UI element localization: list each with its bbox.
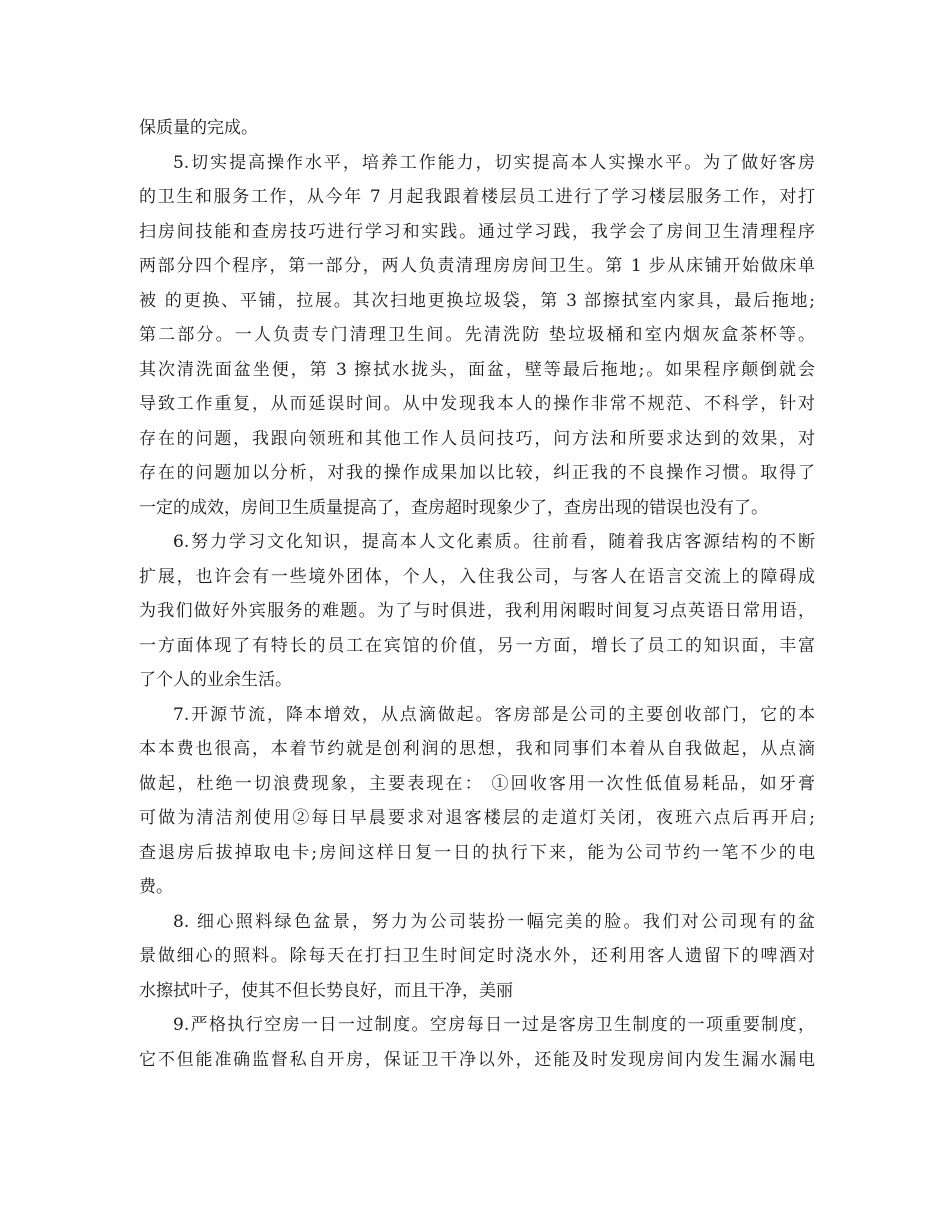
text-line: 其次清洗面盆坐便，第 3 擦拭水拢头，面盆，壁等最后拖地;。如果程序颠倒就会 [139, 359, 815, 380]
text-line: 一定的成效，房间卫生质量提高了，查房超时现象少了，查房出现的错误也没有了。 [139, 497, 768, 518]
text-line: 存在的问题，我跟向领班和其他工作人员问技巧，问方法和所要求达到的效果，对 [139, 428, 815, 449]
text-line: 了个人的业余生活。 [139, 670, 292, 690]
text-line: 一方面体现了有特长的员工在宾馆的价值，另一方面，增长了员工的知识面，丰富 [139, 635, 815, 656]
text-line: 8. 细心照料绿色盆景，努力为公司装扮一幅完美的脸。我们对公司现有的盆 [173, 911, 815, 932]
text-line: 导致工作重复，从而延误时间。从中发现我本人的操作非常不规范、不科学，针对 [139, 394, 815, 414]
text-line: 扫房间技能和查房技巧进行学习和实践。通过学习践，我学会了房间卫生清理程序 [139, 221, 815, 242]
text-line: 它不但能准确监督私自开房，保证卫干净以外，还能及时发现房间内发生漏水漏电 [139, 1049, 815, 1070]
text-line: 本本费也很高，本着节约就是创利润的思想，我和同事们本着从自我做起，从点滴 [139, 739, 815, 759]
text-line: 保质量的完成。 [139, 118, 258, 138]
text-line: 9.严格执行空房一日一过制度。空房每日一过是客房卫生制度的一项重要制度， [173, 1015, 815, 1035]
text-line: 7.开源节流，降本增效，从点滴做起。客房部是公司的主要创收部门，它的本 [173, 704, 815, 725]
text-line: 费。 [139, 877, 173, 897]
text-line: 第二部分。一人负责专门清理卫生间。先清洗防 垫垃圾桶和室内烟灰盒茶杯等。 [139, 325, 815, 345]
body-text [139, 111, 815, 1077]
text-line: 存在的问题加以分析，对我的操作成果加以比较，纠正我的不良操作习惯。取得了 [139, 463, 815, 483]
text-line: 为我们做好外宾服务的难题。为了与时俱进，我利用闲暇时间复习点英语日常用语， [139, 601, 815, 621]
text-line: 做起，杜绝一切浪费现象，主要表现在： ①回收客用一次性低值易耗品，如牙膏 [139, 773, 815, 794]
text-line: 水擦拭叶子，使其不但长势良好，而且干净，美丽 [139, 980, 513, 1001]
text-line: 可做为清洁剂使用②每日早晨要求对退客楼层的走道灯关闭，夜班六点后再开启; [139, 808, 815, 828]
text-line: 的卫生和服务工作，从今年 7 月起我跟着楼层员工进行了学习楼层服务工作，对打 [139, 187, 815, 207]
text-line: 5.切实提高操作水平，培养工作能力，切实提高本人实操水平。为了做好客房 [173, 152, 815, 173]
text-line: 景做细心的照料。除每天在打扫卫生时间定时浇水外，还利用客人遗留下的啤酒对 [139, 946, 815, 966]
text-line: 两部分四个程序，第一部分，两人负责清理房房间卫生。第 1 步从床铺开始做床单 [139, 256, 815, 276]
text-line: 6.努力学习文化知识，提高本人文化素质。往前看，随着我店客源结构的不断 [173, 532, 815, 552]
text-line: 扩展，也许会有一些境外团体，个人，入住我公司，与客人在语言交流上的障碍成 [139, 566, 815, 587]
text-line: 查退房后拔掉取电卡;房间这样日复一日的执行下来，能为公司节约一笔不少的电 [139, 842, 815, 863]
text-line: 被 的更换、平铺，拉展。其次扫地更换垃圾袋，第 3 部擦拭室内家具，最后拖地; [139, 290, 815, 311]
